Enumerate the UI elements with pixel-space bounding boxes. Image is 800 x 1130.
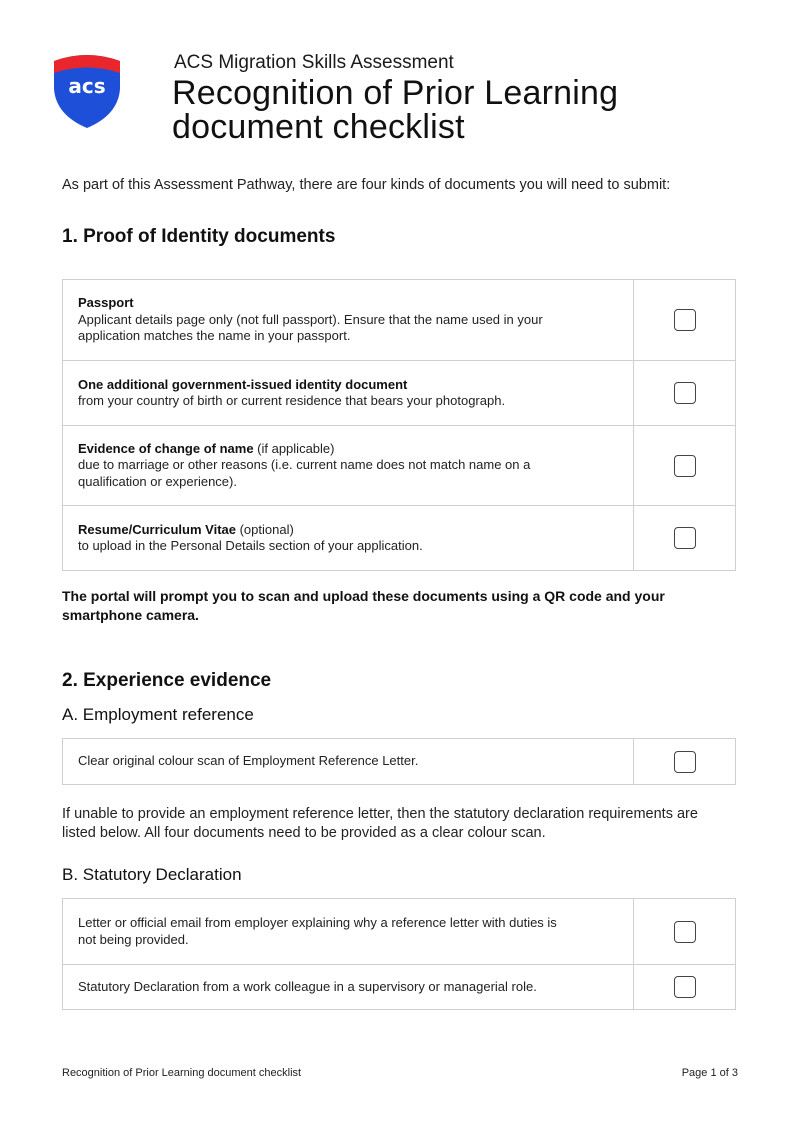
statutory-declaration-heading: B. Statutory Declaration <box>62 865 242 884</box>
employment-reference-table <box>62 738 736 785</box>
table-row <box>63 505 735 570</box>
section2-heading: 2. Experience evidence <box>62 670 272 691</box>
table-row <box>63 964 735 1009</box>
logo-text: acs <box>68 74 106 98</box>
page-title <box>172 76 618 144</box>
page-number: Page 1 of 3 <box>681 1067 738 1079</box>
row-title-suffix: (optional) <box>235 521 294 537</box>
row-text <box>63 899 634 964</box>
employer-letter-checkbox[interactable] <box>674 921 696 943</box>
statutory-paragraph-line1: If unable to provide an employment reference letter, then the statutory declaration requirements are <box>62 806 698 822</box>
table-row <box>63 360 735 425</box>
row-desc-line2: not being provided. <box>78 931 189 947</box>
statutory-paragraph-line2: listed below. All four documents need to be provided as a clear colour scan. <box>62 825 546 841</box>
footer-title: Recognition of Prior Learning document checklist <box>62 1067 302 1079</box>
table-row <box>63 280 735 360</box>
row-title: Evidence of change of name <box>78 440 254 456</box>
row-text <box>63 280 634 360</box>
header-subtitle: ACS Migration Skills Assessment <box>174 52 454 73</box>
row-desc-line2: qualification or experience). <box>78 473 237 489</box>
colleague-declaration-checkbox[interactable] <box>674 976 696 998</box>
row-text <box>63 506 634 570</box>
change-of-name-checkbox[interactable] <box>674 455 696 477</box>
table-row <box>63 739 735 784</box>
statutory-declaration-table <box>62 898 736 1010</box>
portal-note-line1: The portal will prompt you to scan and upload these documents using a QR code and your <box>62 588 665 604</box>
row-desc-line1: Applicant details page only (not full passport). Ensure that the name used in your <box>78 311 543 327</box>
row-title: Passport <box>78 295 134 311</box>
statutory-paragraph <box>62 805 752 843</box>
resume-checkbox[interactable] <box>674 527 696 549</box>
row-desc-line2: application matches the name in your passport. <box>78 328 351 344</box>
acs-logo <box>52 53 122 129</box>
table-row <box>63 899 735 964</box>
row-desc-line1: Letter or official email from employer explaining why a reference letter with duties is <box>78 915 557 930</box>
row-text <box>63 965 634 1009</box>
page-title-line1: Recognition of Prior Learning <box>172 74 619 112</box>
row-title: One additional government-issued identity document <box>78 376 408 392</box>
intro-text: As part of this Assessment Pathway, there are four kinds of documents you will need to submit: <box>62 177 671 193</box>
row-text <box>63 361 634 425</box>
employment-reference-checkbox[interactable] <box>674 751 696 773</box>
passport-checkbox[interactable] <box>674 309 696 331</box>
employment-reference-heading: A. Employment reference <box>62 705 254 724</box>
row-desc-line1: Statutory Declaration from a work colleague in a supervisory or managerial role. <box>78 978 537 994</box>
row-title-suffix: (if applicable) <box>253 440 335 456</box>
row-desc-line1: from your country of birth or current residence that bears your photograph. <box>78 393 506 408</box>
row-title: Resume/Curriculum Vitae <box>78 521 236 537</box>
table-row <box>63 425 735 505</box>
portal-note-line2: smartphone camera. <box>62 607 199 623</box>
page-title-line2: document checklist <box>172 108 465 146</box>
row-desc-line1: to upload in the Personal Details section of your application. <box>78 538 423 553</box>
portal-note <box>62 587 742 625</box>
row-text <box>63 739 634 784</box>
section1-heading: 1. Proof of Identity documents <box>62 226 336 247</box>
row-text <box>63 426 634 505</box>
identity-documents-table <box>62 279 736 571</box>
row-desc-line1: Clear original colour scan of Employment Reference Letter. <box>78 753 419 769</box>
row-desc-line1: due to marriage or other reasons (i.e. current name does not match name on a <box>78 457 531 473</box>
identity-document-checkbox[interactable] <box>674 382 696 404</box>
